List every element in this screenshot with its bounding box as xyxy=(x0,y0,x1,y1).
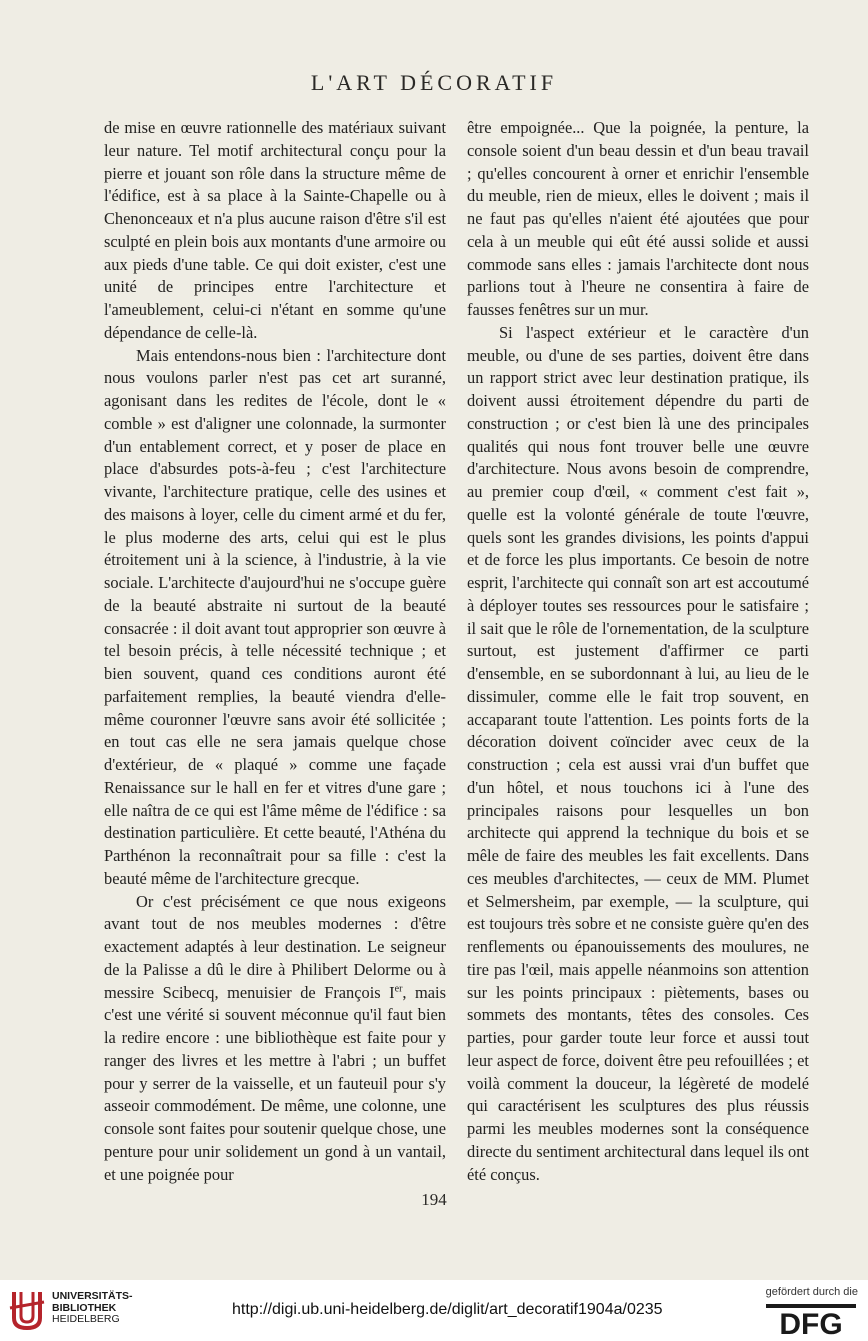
superscript: er xyxy=(394,983,403,995)
source-url-link[interactable]: http://digi.ub.uni-heidelberg.de/diglit/art_decoratif1904a/0235 xyxy=(232,1301,663,1318)
paragraph: être empoignée... Que la poignée, la penture, la console soient d'un beau dessin et d'un beau travail ; qu'elles concourent à orner et enrichir l'ensemble du meuble, rien de mieux, elles le doivent ; mais il ne faut pas qu'elles n'aient été ajoutées que pour cela à un meuble qui eût été aussi solide et aussi commode sans elles : jamais l'architecte dont nous parlions tout à l'heure ne consentira à faire de fausses fenêtres sur un mur. xyxy=(467,118,809,319)
library-name-line: HEIDELBERG xyxy=(52,1313,120,1325)
funding-caption: gefördert durch die xyxy=(765,1286,858,1298)
paragraph-text: Or c'est précisément ce que nous exigeons avant tout de nos meubles modernes : d'être exactement adaptés à leur destination. Le seigneur de la Palisse a dû le dire à Philibert Delorme ou à messire Scibecq, menuisier de François I xyxy=(104,891,446,1002)
paragraph: Mais entendons-nous bien : l'architecture dont nous voulons parler n'est pas cet art suranné, agonisant dans les redites de l'école, dont le « comble » est d'aligner une colonnade, la surmonter d'un entablement correct, et y poser de place en place d'absurdes pots-à-feu ; c'est l'architecture vivante, l'architecture pratique, celle des usines et des maisons à loyer, celle du ciment armé et du fer, le plus moderne des arts, celui qui est le plus étroitement uni à la science, à l'industrie, à la vie sociale. L'architecte d'aujourd'hui ne s'occupe guère de la beauté abstraite ni surtout de la beauté consacrée : il doit avant tout approprier son œuvre à tel besoin précis, à telle nécessité technique ; et bien souvent, quand ces conditions auront été parfaitement remplies, la beauté viendra d'elle-même couronner l'œuvre sans avoir été sollicitée ; en tout cas elle ne sera jamais quelque chose d'extérieur, de « plaqué » comme une façade Renaissance sur le hall en fer et vitres d'une gare ; elle naîtra de ce qui est l'âme même de l'édifice : sa destination particulière. Et cette beauté, l'Athéna du Parthénon la reconnaîtrait pour sa fille : c'est la beauté même de l'architecture grecque. xyxy=(104,345,446,888)
dfg-logo xyxy=(766,1300,856,1336)
right-column xyxy=(467,117,809,1186)
paragraph: Si l'aspect extérieur et le caractère d'un meuble, ou d'une de ses parties, doivent être dans un rapport strict avec leur destination pratique, ils doivent aussi étroitement dépendre du parti de construction ; or c'est bien là une des principales qualités qui nous font trouver belle une œuvre d'architecture. Nous avons besoin de comprendre, au premier coup d'œil, « comment c'est fait », quelle est la volonté générale de toute l'œuvre, quels sont les grandes divisions, les points d'appui et de force les plus importants. Ce besoin de notre esprit, l'architecte qui connaît son art est accoutumé à déployer toutes ses ressources pour le satisfaire ; il sait que le rôle de l'ornementation, de la sculpture surtout, est justement d'affirmer ce parti d'ensemble, en se subordonnant à lui, au lieu de le dissimuler, comme elle le fait trop souvent, en accaparant toute l'attention. Les points forts de la décoration doivent coïncider avec ceux de la construction ; cela est aussi vrai d'un buffet que d'un hôtel, et nous touchons ici à l'une des principales raisons pour lesquelles un bon architecte qui apprend la technique du bois et se mêle de faire des meubles les fait excellents. Dans ces meubles d'architectes, — ceux de MM. Plumet et Selmersheim, par exemple, — la sculpture, qui est toujours très sobre et ne consiste guère qu'en des renflements ou épanouissements des moulures, ne tire pas l'œil, mais appelle néanmoins son attention sur les points principaux : piètements, bases ou sommets des montants, têtes des consoles. Ces parties, pour garder toute leur force et aussi tout leur aspect de force, doivent être peu refouillées ; et voilà comment la douceur, la légèreté de modelé qui caractérisent les sculptures des plus réussis parmi les meubles modernes sont la conséquence directe du sentiment architectural dans lequel ils ont été conçus. xyxy=(467,322,809,1184)
library-name-line: UNIVERSITÄTS- xyxy=(52,1290,133,1302)
left-column xyxy=(104,117,446,1186)
paragraph-text: , mais c'est une vérité si souvent méconnue qu'il faut bien la redire encore : une bibliothèque est faite pour y ranger des livres et les mettre à l'abri ; un buffet pour y serrer de la vaisselle, et un fauteuil pour s'y asseoir commodément. De même, une colonne, une console sont faites pour soutenir quelque chose, une penture pour unir solidement un gond à un vantail, et une poignée pour xyxy=(104,982,446,1184)
page-number: 194 xyxy=(421,1190,447,1209)
library-name-line: BIBLIOTHEK xyxy=(52,1301,117,1314)
paragraph: de mise en œuvre rationnelle des matériaux suivant leur nature. Tel motif architectural conçu pour la pierre et jouant son rôle dans la structure même de l'édifice, est à sa place à la Sainte-Chapelle ou à Chenonceaux et n'a plus aucune raison d'être s'il est sculpté en plein bois aux montants d'une armoire ou aux pieds d'une table. Ce qui doit exister, c'est une unité de principes entre l'architecture et l'ameublement, celui-ci n'étant en somme qu'une dépendance de celle-là. xyxy=(104,118,446,342)
running-header: L'ART DÉCORATIF xyxy=(310,70,558,95)
paragraph xyxy=(104,891,446,1187)
ub-heidelberg-logo-icon xyxy=(8,1288,46,1332)
footer-bar xyxy=(0,1280,868,1341)
dfg-logo-text: DFG xyxy=(779,1308,843,1336)
library-name xyxy=(52,1291,133,1326)
